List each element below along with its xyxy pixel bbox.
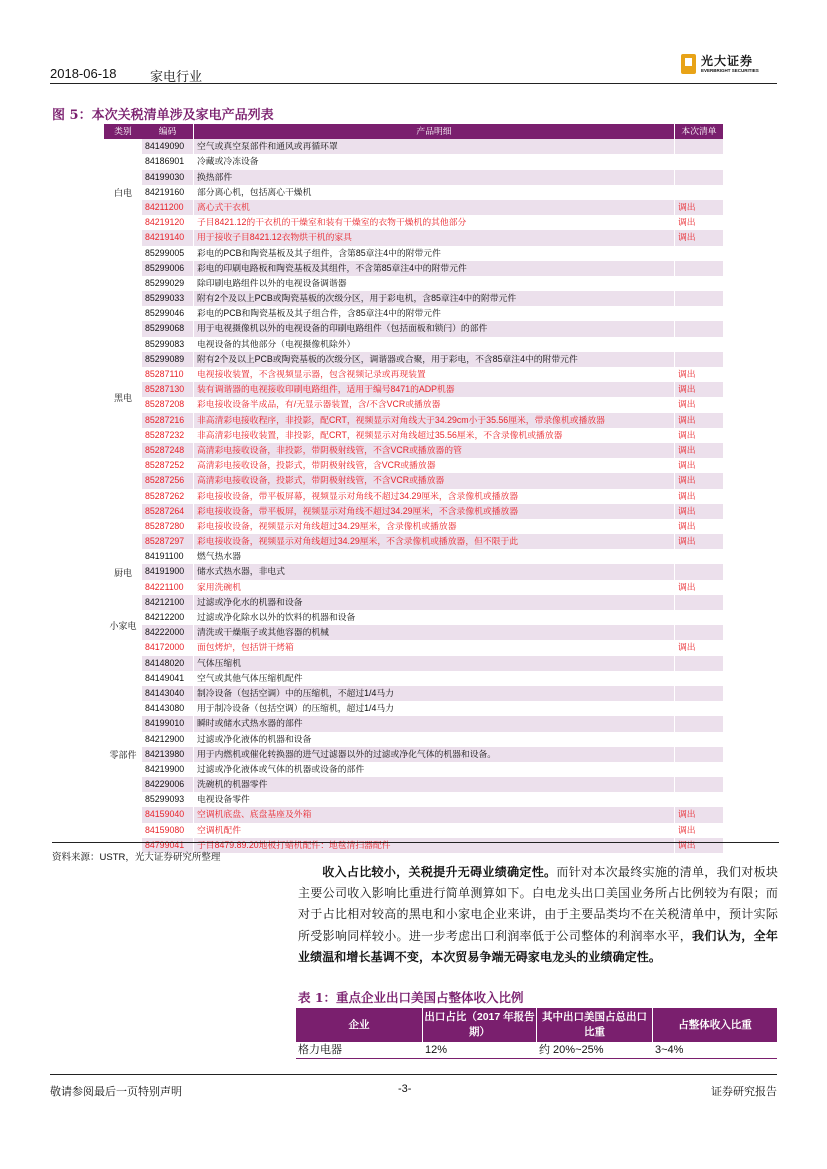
product-code: 85299005 xyxy=(142,246,194,261)
product-description: 装有调谐器的电视接收印刷电路组件，适用于编号8471的ADP机器 xyxy=(194,382,674,397)
product-code: 84229006 xyxy=(142,777,194,792)
list-status xyxy=(674,549,723,564)
list-status xyxy=(674,352,723,367)
product-code: 84149041 xyxy=(142,671,194,686)
product-description: 部分离心机，包括离心干燥机 xyxy=(194,185,674,200)
product-description: 彩电接收设备半成品，有/无显示器装置，含/不含VCR或播放器 xyxy=(194,397,674,412)
list-status: 调出 xyxy=(674,443,723,458)
product-description: 非高清彩电接收程序，非投影，配CRT，视频显示对角线大于34.29cm小于35.56厘米，带录像机或播放器 xyxy=(194,413,674,428)
list-status: 调出 xyxy=(674,215,723,230)
logo-mark-icon xyxy=(681,54,696,74)
product-description: 过滤或净化水的机器和设备 xyxy=(194,595,674,610)
table-row xyxy=(104,656,723,671)
product-description: 空调机配件 xyxy=(194,823,674,838)
table-row xyxy=(104,762,723,777)
product-code: 84212900 xyxy=(142,732,194,747)
table-row xyxy=(296,1042,777,1058)
product-description: 洗碗机的机器零件 xyxy=(194,777,674,792)
product-description: 燃气热水器 xyxy=(194,549,674,564)
table-row xyxy=(104,276,723,291)
product-description: 附有2个及以上PCB或陶瓷基板的次级分区，用于彩电机，含85章注4中的附带元件 xyxy=(194,291,674,306)
list-status xyxy=(674,671,723,686)
table1-company: 格力电器 xyxy=(298,1043,342,1056)
source-note: 资料来源：USTR，光大证券研究所整理 xyxy=(52,842,779,863)
table-body xyxy=(104,139,723,853)
product-code: 84148020 xyxy=(142,656,194,671)
table1-header-row xyxy=(296,1008,777,1042)
table-row xyxy=(104,261,723,276)
body-conclusion: 我们认为，全年业绩温和增长基调不变，本次贸易争端无碍家电龙头的业绩确定性。 xyxy=(298,928,779,964)
table-row xyxy=(104,139,723,154)
table1-header-revenue-share: 占整体收入比重 xyxy=(678,1018,752,1031)
product-description: 高清彩电接收设备，投影式，带阴极射线管，含VCR或播放器 xyxy=(194,458,674,473)
list-status: 调出 xyxy=(674,504,723,519)
list-status xyxy=(674,291,723,306)
product-description: 电视设备零件 xyxy=(194,792,674,807)
product-description: 冷藏或冷冻设备 xyxy=(194,154,674,169)
product-code: 85287256 xyxy=(142,473,194,488)
list-status: 调出 xyxy=(674,458,723,473)
table-row xyxy=(104,549,723,564)
report-date: 2018-06-18 xyxy=(50,66,117,81)
tariff-product-table xyxy=(104,124,723,853)
product-code: 85287264 xyxy=(142,504,194,519)
table-row xyxy=(104,337,723,352)
table-row xyxy=(104,367,723,382)
product-description: 电视设备的其他部分（电视摄像机除外） xyxy=(194,337,674,352)
list-status: 调出 xyxy=(674,519,723,534)
logo-text-cn: 光大证券 xyxy=(701,54,754,68)
list-status: 调出 xyxy=(674,489,723,504)
page-header xyxy=(50,50,777,84)
table-row xyxy=(104,246,723,261)
product-code: 85299089 xyxy=(142,352,194,367)
product-description: 过滤或净化液体的机器和设备 xyxy=(194,732,674,747)
table-row xyxy=(104,807,723,822)
table-row xyxy=(104,625,723,640)
product-code: 84143040 xyxy=(142,686,194,701)
product-code: 84159040 xyxy=(142,807,194,822)
product-description: 用于电视摄像机以外的电视设备的印刷电路组件（包括面板和锁闩）的部件 xyxy=(194,321,674,336)
product-code: 85299068 xyxy=(142,321,194,336)
list-status xyxy=(674,170,723,185)
product-description: 子目8479.89.20地板打蜡机配件：地毯清扫器配件 xyxy=(194,838,674,853)
product-code: 84191100 xyxy=(142,549,194,564)
product-description: 储水式热水器，非电式 xyxy=(194,564,674,579)
page-number: -3- xyxy=(398,1083,412,1095)
list-status xyxy=(674,139,723,154)
table-row xyxy=(104,397,723,412)
page-footer xyxy=(50,1074,777,1098)
product-code: 85287216 xyxy=(142,413,194,428)
product-code: 84149090 xyxy=(142,139,194,154)
list-status: 调出 xyxy=(674,230,723,245)
body-paragraph xyxy=(298,862,778,968)
product-description: 气体压缩机 xyxy=(194,656,674,671)
table-row xyxy=(104,701,723,716)
product-code: 84222000 xyxy=(142,625,194,640)
table-row xyxy=(104,306,723,321)
list-status xyxy=(674,732,723,747)
table-row xyxy=(104,580,723,595)
list-status xyxy=(674,686,723,701)
product-code: 85287130 xyxy=(142,382,194,397)
product-code: 84219140 xyxy=(142,230,194,245)
product-code: 84219120 xyxy=(142,215,194,230)
list-status: 调出 xyxy=(674,428,723,443)
table1-revenue-share: 3~4% xyxy=(655,1044,684,1056)
header-status: 本次清单 xyxy=(674,124,723,139)
product-code: 84212200 xyxy=(142,610,194,625)
table-row xyxy=(104,489,723,504)
industry-label: 家电行业 xyxy=(150,69,203,84)
product-code: 85299029 xyxy=(142,276,194,291)
category-label: 零部件 xyxy=(109,750,137,761)
list-status: 调出 xyxy=(674,640,723,655)
product-code: 85287297 xyxy=(142,534,194,549)
table-row xyxy=(104,732,723,747)
table-row xyxy=(104,610,723,625)
product-code: 84213980 xyxy=(142,747,194,762)
product-code: 85287252 xyxy=(142,458,194,473)
product-code: 85287280 xyxy=(142,519,194,534)
product-code: 84159080 xyxy=(142,823,194,838)
table1-header-export-share: 出口占比（2017 年报告期） xyxy=(423,1008,537,1042)
category-label: 厨电 xyxy=(113,567,132,578)
list-status xyxy=(674,716,723,731)
product-code: 85287232 xyxy=(142,428,194,443)
product-description: 彩电的PCB和陶瓷基板及其子组件，含第85章注4中的附带元件 xyxy=(194,246,674,261)
product-description: 用于制冷设备（包括空调）的压缩机，超过1/4马力 xyxy=(194,701,674,716)
table-row xyxy=(104,215,723,230)
list-status xyxy=(674,595,723,610)
list-status xyxy=(674,656,723,671)
table-row xyxy=(104,382,723,397)
product-code: 85299093 xyxy=(142,792,194,807)
list-status: 调出 xyxy=(674,580,723,595)
product-description: 家用洗碗机 xyxy=(194,580,674,595)
product-description: 非高清彩电接收装置，非投影，配CRT，视频显示对角线超过35.56厘米，不含录像机或播放器 xyxy=(194,428,674,443)
list-status: 调出 xyxy=(674,534,723,549)
body-text: 而针对本次最终实施的清单，我们对板块主要公司收入影响比重进行简单测算如下。白电龙头出口美国业务所占比例较为有限；而对于占比相对较高的黑电和小家电企业来讲，由于主要品类均不在关税清单中，预计实际所受影响同样较小。进一步考虑出口利润率低于公司整体的利润率水平， xyxy=(298,865,778,943)
table-row xyxy=(104,823,723,838)
product-code: 84172000 xyxy=(142,640,194,655)
table-row xyxy=(104,640,723,655)
table-row xyxy=(104,428,723,443)
list-status xyxy=(674,185,723,200)
product-code: 84212100 xyxy=(142,595,194,610)
company-logo xyxy=(681,52,777,78)
table-row xyxy=(104,595,723,610)
product-description: 清洗或干燥瓶子或其他容器的机械 xyxy=(194,625,674,640)
table-row xyxy=(104,443,723,458)
product-description: 子目8421.12的干衣机的干燥室和装有干燥室的衣物干燥机的其他部分 xyxy=(194,215,674,230)
category-label: 白电 xyxy=(113,187,132,198)
product-description: 附有2个及以上PCB或陶瓷基板的次级分区，调谐器或合聚，用于彩电，不含85章注4中的附带元件 xyxy=(194,352,674,367)
list-status: 调出 xyxy=(674,838,723,853)
product-description: 用于接收子目8421.12衣物烘干机的家具 xyxy=(194,230,674,245)
table-row xyxy=(104,519,723,534)
product-description: 除印刷电路组件以外的电视设备调谐器 xyxy=(194,276,674,291)
product-description: 彩电接收设备，视频显示对角线超过34.29厘米，含录像机或播放器 xyxy=(194,519,674,534)
list-status xyxy=(674,261,723,276)
product-code: 85287110 xyxy=(142,367,194,382)
product-description: 空气或真空泵部件和通风或再循环罩 xyxy=(194,139,674,154)
list-status: 调出 xyxy=(674,413,723,428)
export-share-table xyxy=(296,1008,777,1059)
table-header-row xyxy=(104,124,723,139)
product-code: 85287248 xyxy=(142,443,194,458)
list-status: 调出 xyxy=(674,367,723,382)
product-description: 用于内燃机或催化转换器的进气过滤器以外的过滤或净化气体的机器和设备。 xyxy=(194,747,674,762)
list-status: 调出 xyxy=(674,397,723,412)
product-code: 84191900 xyxy=(142,564,194,579)
list-status xyxy=(674,321,723,336)
product-code: 85299083 xyxy=(142,337,194,352)
header-description: 产品明细 xyxy=(416,126,452,136)
list-status xyxy=(674,701,723,716)
product-description: 高清彩电接收设备，投影式，带阴极射线管，不含VCR或播放器 xyxy=(194,473,674,488)
table-row xyxy=(104,564,723,579)
list-status xyxy=(674,792,723,807)
list-status: 调出 xyxy=(674,382,723,397)
table-row xyxy=(104,458,723,473)
table1-title: 表 1：重点企业出口美国占整体收入比例 xyxy=(298,990,524,1005)
list-status xyxy=(674,246,723,261)
product-description: 面包烤炉，包括饼干烤箱 xyxy=(194,640,674,655)
product-code: 85287208 xyxy=(142,397,194,412)
product-description: 离心式干衣机 xyxy=(194,200,674,215)
product-code: 84143080 xyxy=(142,701,194,716)
list-status xyxy=(674,610,723,625)
list-status: 调出 xyxy=(674,200,723,215)
list-status: 调出 xyxy=(674,807,723,822)
list-status xyxy=(674,564,723,579)
product-code: 84219900 xyxy=(142,762,194,777)
table-row xyxy=(104,154,723,169)
product-description: 换热部件 xyxy=(194,170,674,185)
product-description: 空调机底盘、底盘基座及外箱 xyxy=(194,807,674,822)
product-description: 制冷设备（包括空调）中的压缩机，不超过1/4马力 xyxy=(194,686,674,701)
product-code: 85299033 xyxy=(142,291,194,306)
table-row xyxy=(104,321,723,336)
table-row xyxy=(104,230,723,245)
list-status: 调出 xyxy=(674,473,723,488)
product-code: 84221100 xyxy=(142,580,194,595)
footer-disclaimer: 敬请参阅最后一页特别声明 xyxy=(50,1086,182,1098)
product-code: 84199010 xyxy=(142,716,194,731)
product-code: 84199030 xyxy=(142,170,194,185)
list-status: 调出 xyxy=(674,823,723,838)
table1-export-share: 12% xyxy=(425,1044,448,1056)
list-status xyxy=(674,154,723,169)
product-description: 瞬时或储水式热水器的部件 xyxy=(194,716,674,731)
category-label: 黑电 xyxy=(113,393,132,404)
product-description: 过滤或净化除水以外的饮料的机器和设备 xyxy=(194,610,674,625)
table-row xyxy=(104,777,723,792)
product-code: 84186901 xyxy=(142,154,194,169)
header-category: 类别 xyxy=(114,126,132,136)
table1-header-us-share: 其中出口美国占总出口比重 xyxy=(537,1008,653,1042)
product-description: 过滤或净化液体或气体的机器或设备的部件 xyxy=(194,762,674,777)
table-row xyxy=(104,200,723,215)
product-code: 84219160 xyxy=(142,185,194,200)
table-row xyxy=(104,413,723,428)
figure-title: 图 5：本次关税清单涉及家电产品列表 xyxy=(52,108,274,123)
product-description: 彩电的PCB和陶瓷基板及其子组合件，含85章注4中的附带元件 xyxy=(194,306,674,321)
product-code: 85299006 xyxy=(142,261,194,276)
list-status xyxy=(674,777,723,792)
table-row xyxy=(104,671,723,686)
table-row xyxy=(104,170,723,185)
table-row xyxy=(104,352,723,367)
table-row xyxy=(104,792,723,807)
logo-text-en: EVERBRIGHT SECURITIES xyxy=(701,68,759,73)
table1-header-company: 企业 xyxy=(296,1008,423,1042)
product-description: 彩电的印刷电路板和陶瓷基板及其组件，不含第85章注4中的附带元件 xyxy=(194,261,674,276)
table-row xyxy=(104,686,723,701)
product-description: 空气或其他气体压缩机配件 xyxy=(194,671,674,686)
product-description: 电视接收装置，不含视频显示器，包含视频记录或再现装置 xyxy=(194,367,674,382)
list-status xyxy=(674,747,723,762)
table-row xyxy=(104,185,723,200)
product-description: 彩电接收设备，带平板屏，视频显示对角线不超过34.29厘米，不含录像机或播放器 xyxy=(194,504,674,519)
header-code: 编码 xyxy=(142,124,194,139)
list-status xyxy=(674,306,723,321)
product-code: 84211200 xyxy=(142,200,194,215)
category-label: 小家电 xyxy=(109,621,137,632)
product-description: 彩电接收设备，视频显示对角线超过34.29厘米，不含录像机或播放器，但不限于此 xyxy=(194,534,674,549)
product-code: 85299046 xyxy=(142,306,194,321)
table-row xyxy=(104,504,723,519)
list-status xyxy=(674,337,723,352)
list-status xyxy=(674,625,723,640)
table-row xyxy=(104,534,723,549)
product-description: 彩电接收设备，带平板屏幕，视频显示对角线不超过34.29厘米，含录像机或播放器 xyxy=(194,489,674,504)
table-row xyxy=(104,747,723,762)
body-lead: 收入占比较小，关税提升无碍业绩确定性。 xyxy=(322,865,557,879)
list-status xyxy=(674,762,723,777)
footer-report-type: 证券研究报告 xyxy=(711,1086,777,1098)
table-row xyxy=(104,473,723,488)
product-code: 84799041 xyxy=(142,838,194,853)
table-row xyxy=(104,291,723,306)
list-status xyxy=(674,276,723,291)
product-code: 85287262 xyxy=(142,489,194,504)
table-row xyxy=(104,716,723,731)
product-description: 高清彩电接收设备，非投影，带阴极射线管，不含VCR或播放器的管 xyxy=(194,443,674,458)
table1-us-share: 约 20%~25% xyxy=(539,1044,604,1056)
